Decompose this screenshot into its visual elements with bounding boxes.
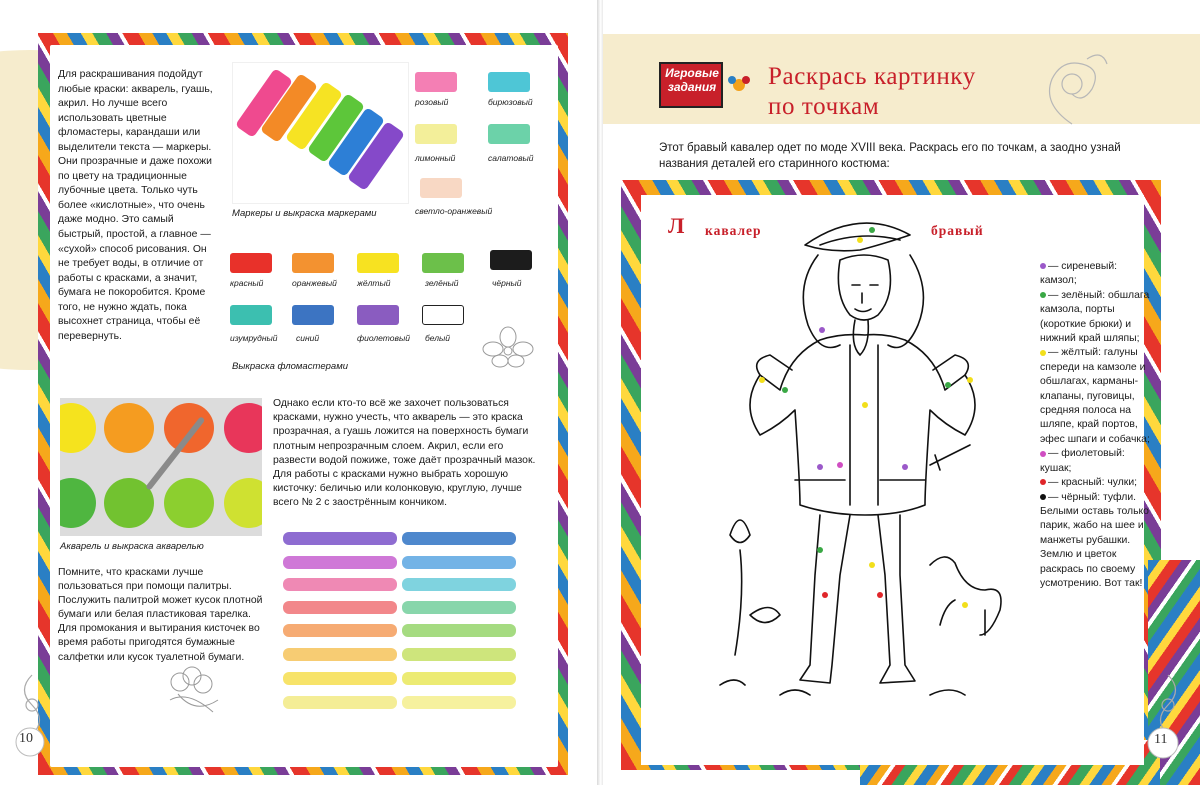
legend-text: — красный: чулки;	[1048, 477, 1138, 489]
legend-tail: Белыми оставь только парик, жабо на шее и манжеты рубашки. Землю и цветок раскрась по своему усмотрению. Вот так!	[1040, 505, 1149, 589]
title-line: Раскрась картинку	[768, 63, 976, 90]
swatch-label: бирюзовый	[488, 97, 533, 107]
watercolor-stroke	[283, 648, 397, 661]
swatch-lemon	[415, 124, 457, 144]
paint-pan	[164, 403, 214, 453]
watercolor-stroke	[402, 624, 516, 637]
legend-item	[1040, 476, 1150, 490]
dot-icon	[1040, 350, 1046, 356]
page-number: 11	[1154, 732, 1168, 747]
swatch-turquoise	[488, 72, 530, 92]
swatch-label: жёлтый	[357, 278, 391, 288]
watercolor-stroke	[283, 672, 397, 685]
dot-icon	[1040, 451, 1046, 457]
left-page	[0, 0, 597, 785]
flower-outline-icon	[158, 660, 233, 720]
watercolor-stroke	[283, 532, 397, 545]
swatch-black	[490, 250, 532, 270]
legend-text: — жёлтый: галуны спереди на камзоле и обшлагах, карманы-клапаны, пуговицы, средняя полоса на шляпе, край портов, эфес шпаги и собачка;	[1040, 347, 1150, 445]
swatch-label: белый	[425, 333, 451, 343]
swatch-light-orange	[420, 178, 462, 198]
palette-paragraph: Помните, что красками лучше пользоваться при помощи палитры. Послужить палитрой может кусок плотной бумаги или белая пластиковая тарелка. Для промокания и вытирания кисточек во время работы пригодятся бумажные салфетки или кусок туалетной бумаги.	[58, 567, 263, 663]
watercolor-stroke	[283, 556, 397, 569]
swatch-red	[230, 253, 272, 273]
legend-text: — зелёный: обшлага камзола, порты (короткие брюки) и нижний край шляпы;	[1040, 289, 1150, 345]
swatch-label: зелёный	[425, 278, 459, 288]
swatch-white	[422, 305, 464, 325]
legend-text: — фиолетовый: кушак;	[1040, 448, 1125, 474]
dot-icon	[1040, 494, 1046, 500]
paint-pan	[224, 478, 262, 528]
paint-pan	[60, 403, 96, 453]
title-line: по точкам	[768, 93, 880, 120]
markers-photo	[232, 62, 409, 204]
legend-item	[1040, 260, 1150, 289]
swatch-orange	[292, 253, 334, 273]
flower-ornament-icon	[724, 70, 754, 100]
swatch-green	[422, 253, 464, 273]
swatch-label: фиолетовый	[357, 333, 410, 343]
swatch-label: розовый	[415, 97, 449, 107]
swatch-yellow	[357, 253, 399, 273]
flower-outline-icon	[478, 325, 538, 370]
drawing-initial: Л	[668, 213, 685, 238]
page-title	[768, 62, 1068, 122]
swatch-violet	[357, 305, 399, 325]
swatch-label: светло-оранжевый	[415, 206, 493, 216]
drawing-word: бравый	[931, 223, 984, 238]
legend-text: — чёрный: туфли.	[1048, 491, 1137, 503]
paint-pan	[224, 403, 262, 453]
watercolor-stroke	[402, 532, 516, 545]
dot-icon	[1040, 263, 1046, 269]
swatch-label: красный	[230, 278, 264, 288]
legend-item	[1040, 289, 1150, 347]
swatch-blue	[292, 305, 334, 325]
paints-paragraph: Однако если кто-то всё же захочет пользоваться красками, нужно учесть, что акварель — это краска прозрачная, а гуашь ложится на поверхность бумаги плотным непрозрачным слоем. Акрил, если его развести водой пожиже, тоже даёт прозрачный мазок. Для работы с красками нужно выбрать хорошую кисточку: беличью или колонковую, круглую, лучше всего № 2 с заострённым кончиком.	[273, 398, 536, 509]
watercolor-stroke	[283, 624, 397, 637]
paint-pan	[60, 478, 96, 528]
swatch-emerald	[230, 305, 272, 325]
watercolor-stroke	[402, 578, 516, 591]
swatch-label: салатовый	[488, 153, 534, 163]
watercolor-stroke	[402, 648, 516, 661]
watercolor-stroke	[283, 578, 397, 591]
ornament-icon	[1032, 44, 1112, 134]
cavalier-drawing	[700, 205, 1030, 710]
swatch-pink	[415, 72, 457, 92]
swatch-label: лимонный	[415, 153, 456, 163]
watercolor-stroke	[402, 672, 516, 685]
color-legend	[1040, 260, 1150, 591]
watercolor-stroke	[402, 696, 516, 709]
page-number: 10	[19, 731, 33, 746]
watercolor-caption: Акварель и выкраска акварелью	[60, 541, 204, 552]
intro-paragraph: Для раскрашивания подойдут любые краски: акварель, гуашь, акрил. Но лучше всего использовать цветные фломастеры, карандаши или выделители текста — маркеры. Они прозрачные и даже похожи по цвету на традиционные лубочные цвета. Только чуть более «кислотные», что очень даже модно. Это самый быстрый, простой, а главное — «сухой» способ рисования. Он не требует воды, в отличие от работы с красками, а значит, бумага не покоробится. Кроме того, не нужно ждать, пока высохнет страница, чтобы её перевернуть.	[58, 69, 213, 342]
section-badge-label: Игровые задания	[665, 66, 719, 94]
swatch-label: синий	[296, 333, 320, 343]
drawing-word: кавалер	[705, 223, 762, 238]
legend-text: — сиреневый: камзол;	[1040, 261, 1118, 287]
watercolor-stroke	[402, 601, 516, 614]
watercolor-stroke	[283, 601, 397, 614]
markers-caption: Маркеры и выкраска маркерами	[232, 208, 377, 219]
dot-icon	[1040, 479, 1046, 485]
swatch-lime	[488, 124, 530, 144]
legend-item	[1040, 447, 1150, 476]
watercolor-palette-photo	[60, 398, 262, 536]
swatch-label: чёрный	[492, 278, 522, 288]
paint-pan	[164, 478, 214, 528]
swatch-label: изумрудный	[230, 333, 278, 343]
legend-item	[1040, 491, 1150, 505]
paint-pan	[104, 403, 154, 453]
legend-item	[1040, 346, 1150, 447]
watercolor-stroke	[283, 696, 397, 709]
swatch-label: оранжевый	[292, 278, 337, 288]
watercolor-stroke	[402, 556, 516, 569]
dot-icon	[1040, 292, 1046, 298]
felt-caption: Выкраска фломастерами	[232, 361, 349, 372]
intro-text: Этот бравый кавалер одет по моде XVIII века. Раскрась его по точкам, а заодно узнай названия деталей его старинного костюма:	[659, 142, 1121, 170]
